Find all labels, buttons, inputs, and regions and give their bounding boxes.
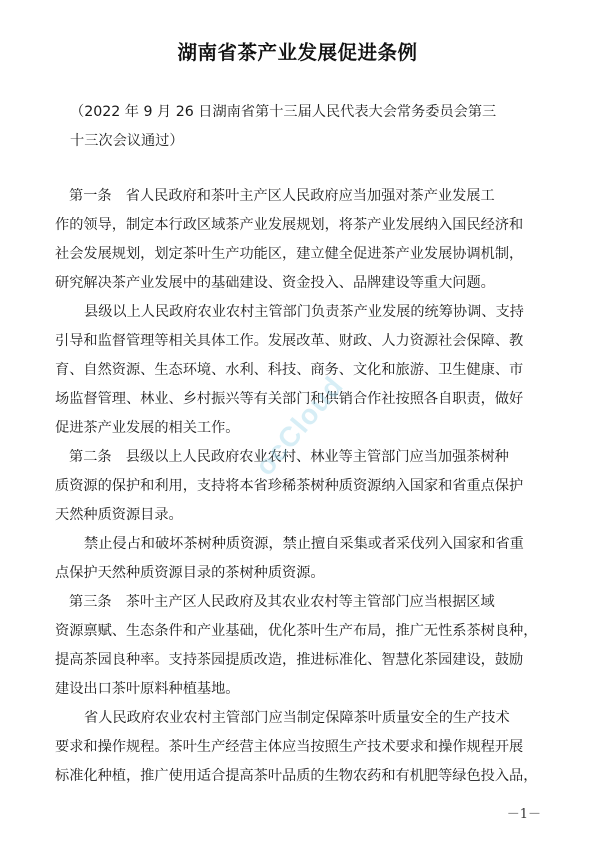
text-line: 质资源的保护和利用，支持将本省珍稀茶树种质资源纳入国家和省重点保护 bbox=[55, 478, 524, 494]
text-line: 要求和操作规程。茶叶生产经营主体应当按照生产技术要求和操作规程开展 bbox=[55, 739, 524, 755]
text-line: 促进茶产业发展的相关工作。 bbox=[55, 420, 240, 436]
text-line: 禁止侵占和破坏茶树种质资源，禁止擅自采集或者采伐列入国家和省重 bbox=[84, 536, 524, 552]
page-title: 湖南省茶产业发展促进条例 bbox=[177, 41, 418, 64]
text-line: 点保护天然种质资源目录的茶树种质资源。 bbox=[55, 565, 325, 581]
article-1-paragraph bbox=[55, 182, 555, 298]
subtitle-line: （2022 年 9 月 26 日湖南省第十三届人民代表大会常务委员会第三 bbox=[70, 104, 497, 120]
article-2-paragraph bbox=[55, 443, 555, 530]
text-line: 天然种质资源目录。 bbox=[55, 507, 183, 523]
page-number: －1－ bbox=[506, 807, 541, 822]
text-line: 标准化种植，推广使用适合提高茶叶品质的生物农药和有机肥等绿色投入品， bbox=[55, 768, 538, 784]
subtitle-line: 十三次会议通过） bbox=[70, 133, 184, 149]
text-line: 第一条 省人民政府和茶叶主产区人民政府应当加强对茶产业发展工 bbox=[69, 188, 495, 204]
text-line: 省人民政府农业农村主管部门应当制定保障茶叶质量安全的生产技术 bbox=[84, 710, 510, 726]
text-line: 第三条 茶叶主产区人民政府及其农业农村等主管部门应当根据区域 bbox=[69, 594, 495, 610]
text-line: 引导和监督管理等相关具体工作。发展改革、财政、人力资源社会保障、教 bbox=[55, 333, 524, 349]
text-line: 作的领导，制定本行政区域茶产业发展规划，将茶产业发展纳入国民经济和 bbox=[55, 217, 524, 233]
text-line: 资源禀赋、生态条件和产业基础，优化茶叶生产布局，推广无性系茶树良种， bbox=[55, 623, 538, 639]
text-line: 育、自然资源、生态环境、水利、科技、商务、文化和旅游、卫生健康、市 bbox=[55, 362, 524, 378]
text-line: 县级以上人民政府农业农村主管部门负责茶产业发展的统筹协调、支持 bbox=[84, 304, 524, 320]
text-line: 第二条 县级以上人民政府农业农村、林业等主管部门应当加强茶树种 bbox=[69, 449, 509, 465]
text-line: 提高茶园良种率。支持茶园提质改造，推进标准化、智慧化茶园建设，鼓励 bbox=[55, 652, 524, 668]
article-3-paragraph-2 bbox=[55, 704, 555, 791]
text-line: 场监督管理、林业、乡村振兴等有关部门和供销合作社按照各自职责，做好 bbox=[55, 391, 524, 407]
article-3-paragraph bbox=[55, 588, 555, 704]
subtitle bbox=[70, 98, 540, 156]
text-line: 研究解决茶产业发展中的基础建设、资金投入、品牌建设等重大问题。 bbox=[55, 275, 495, 291]
text-line: 社会发展规划，划定茶叶生产功能区，建立健全促进茶产业发展协调机制， bbox=[55, 246, 524, 262]
text-line: 建设出口茶叶原料种植基地。 bbox=[55, 681, 240, 697]
watermark: ocCloud bbox=[248, 370, 350, 482]
article-2-paragraph-2 bbox=[55, 530, 555, 588]
